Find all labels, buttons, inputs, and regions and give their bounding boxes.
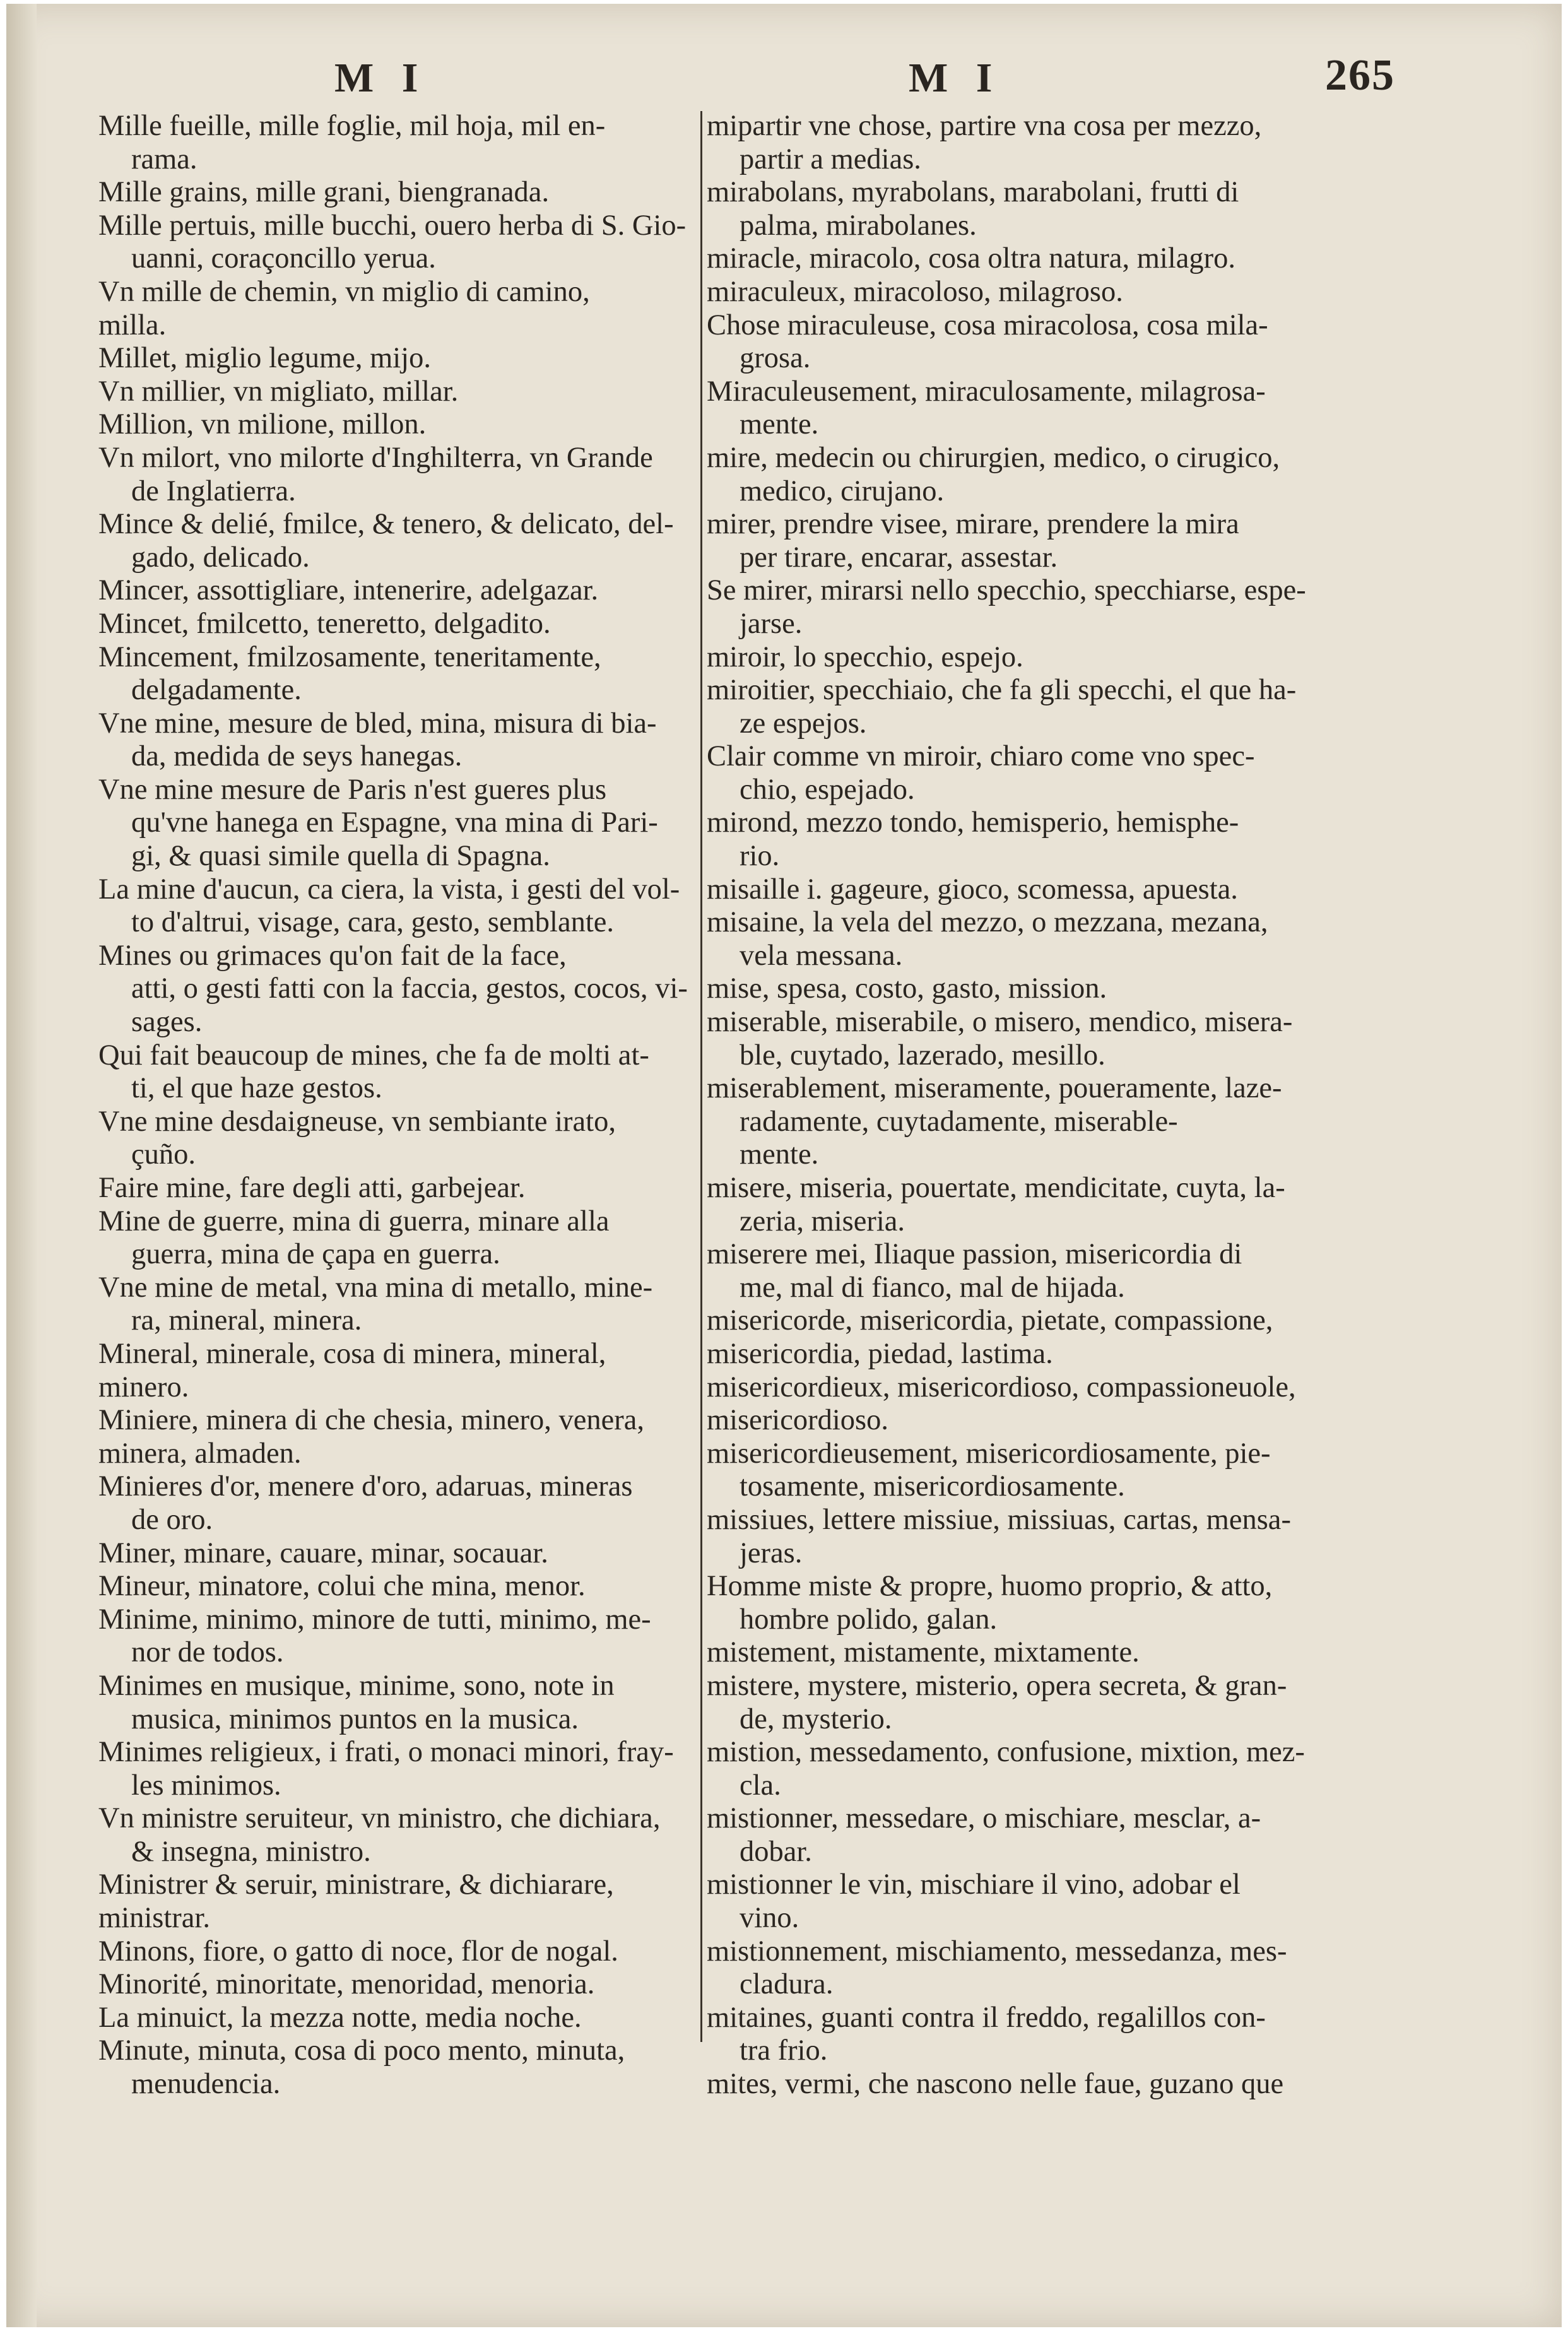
entry-line: minero. xyxy=(98,1371,189,1403)
entry-line: Minimes en musique, minime, sono, note in xyxy=(98,1669,615,1702)
entry-line: guerra, mina de çapa en guerra. xyxy=(131,1238,500,1271)
entry-line: de oro. xyxy=(131,1503,213,1536)
entry-line: minera, almaden. xyxy=(98,1437,302,1470)
entry-line: rama. xyxy=(131,143,197,175)
entry-line: per tirare, encarar, assestar. xyxy=(740,541,1058,574)
entry-line: mitaines, guanti contra il freddo, regalillos con- xyxy=(707,2001,1266,2034)
entry-line: Clair comme vn miroir, chiaro come vno spec- xyxy=(707,740,1255,773)
entry-line: de Inglatierra. xyxy=(131,475,296,507)
entry-line: vino. xyxy=(740,1902,799,1935)
entry-line: Faire mine, fare degli atti, garbejear. xyxy=(98,1172,526,1204)
page-header xyxy=(6,48,1562,105)
entry-line: Minons, fiore, o gatto di noce, flor de nogal. xyxy=(98,1935,618,1968)
entry-line: çuño. xyxy=(131,1138,196,1171)
entry-line: gado, delicado. xyxy=(131,541,310,574)
entry-line: mites, vermi, che nascono nelle faue, guzano que xyxy=(707,2068,1284,2101)
entry-line: misericordieusement, misericordiosamente, pie- xyxy=(707,1437,1271,1470)
left-column xyxy=(98,110,737,2101)
entry-line: les minimos. xyxy=(131,1769,281,1802)
entry-line: Chose miraculeuse, cosa miracolosa, cosa mila- xyxy=(707,309,1268,341)
entry-line: Mille grains, mille grani, biengranada. xyxy=(98,176,550,209)
entry-line: Minorité, minoritate, menoridad, menoria. xyxy=(98,1968,595,2001)
entry-line: mipartir vne chose, partire vna cosa per mezzo, xyxy=(707,110,1262,142)
entry-line: miraculeux, miracoloso, milagroso. xyxy=(707,275,1123,308)
entry-line: mirabolans, myrabolans, marabolani, frutti di xyxy=(707,176,1239,209)
entry-line: mistionner le vin, mischiare il vino, adobar el xyxy=(707,1868,1241,1901)
entry-line: mente. xyxy=(740,1138,819,1171)
entry-line: gi, & quasi simile quella di Spagna. xyxy=(131,840,550,873)
entry-line: miracle, miracolo, cosa oltra natura, milagro. xyxy=(707,242,1235,275)
entry-line: ble, cuytado, lazerado, mesillo. xyxy=(740,1039,1105,1071)
entry-line: mistere, mystere, misterio, opera secreta, & gran- xyxy=(707,1669,1287,1702)
entry-line: rio. xyxy=(740,840,780,873)
page-number: 265 xyxy=(1325,51,1395,100)
entry-line: vela messana. xyxy=(740,939,903,972)
entry-line: Vne mine de metal, vna mina di metallo, mine- xyxy=(98,1271,653,1304)
entry-line: mirond, mezzo tondo, hemisperio, hemisphe- xyxy=(707,806,1239,839)
entry-line: milla. xyxy=(98,309,167,341)
entry-line: delgadamente. xyxy=(131,674,302,707)
entry-line: miserablement, miseramente, poueramente, laze- xyxy=(707,1072,1282,1105)
entry-line: Miraculeusement, miraculosamente, milagrosa- xyxy=(707,375,1266,408)
entry-line: mistion, messedamento, confusione, mixtion, mez- xyxy=(707,1736,1305,1769)
entry-line: Mines ou grimaces qu'on fait de la face, xyxy=(98,939,567,972)
entry-line: Minute, minuta, cosa di poco mento, minuta, xyxy=(98,2034,625,2067)
entry-line: mire, medecin ou chirurgien, medico, o cirugico, xyxy=(707,441,1280,474)
entry-line: Minimes religieux, i frati, o monaci minori, fray- xyxy=(98,1736,674,1769)
entry-line: partir a medias. xyxy=(740,143,921,175)
entry-line: de, mysterio. xyxy=(740,1703,892,1735)
entry-line: Vn ministre seruiteur, vn ministro, che dichiara, xyxy=(98,1802,661,1835)
entry-line: Mincer, assottigliare, intenerire, adelgazar. xyxy=(98,574,599,607)
running-head-right: M I xyxy=(909,55,1001,101)
entry-line: Mince & delié, fmilce, & tenero, & delicato, del- xyxy=(98,508,674,541)
entry-line: jeras. xyxy=(740,1537,803,1569)
entry-line: sages. xyxy=(131,1006,203,1039)
entry-line: misericorde, misericordia, pietate, compassione, xyxy=(707,1304,1273,1337)
entry-line: zeria, miseria. xyxy=(740,1205,905,1237)
entry-line: Mille pertuis, mille bucchi, ouero herba di S. Gio- xyxy=(98,209,687,242)
entry-line: Million, vn milione, millon. xyxy=(98,408,427,441)
entry-line: ministrar. xyxy=(98,1902,210,1935)
entry-line: misere, miseria, pouertate, mendicitate, cuyta, la- xyxy=(707,1172,1285,1204)
entry-line: da, medida de seys hanegas. xyxy=(131,740,463,773)
entry-line: grosa. xyxy=(740,342,811,375)
entry-line: Vn milort, vno milorte d'Inghilterra, vn Grande xyxy=(98,441,653,474)
entry-line: cladura. xyxy=(740,1968,834,2001)
entry-line: & insegna, ministro. xyxy=(131,1835,371,1868)
entry-line: miroitier, specchiaio, che fa gli specchi, el que ha- xyxy=(707,674,1297,707)
column-rule xyxy=(700,111,702,2042)
entry-line: Minieres d'or, menere d'oro, adaruas, mineras xyxy=(98,1470,633,1503)
entry-line: mistionner, messedare, o mischiare, mesclar, a- xyxy=(707,1802,1261,1835)
entry-line: Mincet, fmilcetto, teneretto, delgadito. xyxy=(98,607,551,640)
entry-line: uanni, coraçoncillo yerua. xyxy=(131,242,436,275)
entry-line: atti, o gesti fatti con la faccia, gestos, cocos, vi- xyxy=(131,972,688,1005)
entry-line: dobar. xyxy=(740,1835,812,1868)
entry-line: medico, cirujano. xyxy=(740,475,945,507)
entry-line: Miner, minare, cauare, minar, socauar. xyxy=(98,1537,548,1569)
entry-line: chio, espejado. xyxy=(740,773,915,806)
page-gutter xyxy=(6,4,37,2327)
entry-line: Vn mille de chemin, vn miglio di camino, xyxy=(98,275,590,308)
entry-line: mise, spesa, costo, gasto, mission. xyxy=(707,972,1107,1005)
entry-line: mistement, mistamente, mixtamente. xyxy=(707,1636,1140,1669)
entry-line: to d'altrui, visage, cara, gesto, semblante. xyxy=(131,906,615,939)
entry-line: jarse. xyxy=(740,607,803,640)
entry-line: nor de todos. xyxy=(131,1636,284,1669)
entry-line: Mineral, minerale, cosa di minera, mineral, xyxy=(98,1337,606,1370)
entry-line: Mille fueille, mille foglie, mil hoja, mil en- xyxy=(98,110,606,142)
entry-line: La mine d'aucun, ca ciera, la vista, i gesti del vol- xyxy=(98,873,680,906)
entry-line: missiues, lettere missiue, missiuas, cartas, mensa- xyxy=(707,1503,1291,1536)
entry-line: misericordioso. xyxy=(707,1404,888,1437)
entry-line: tosamente, misericordiosamente. xyxy=(740,1470,1125,1503)
entry-line: Qui fait beaucoup de mines, che fa de molti at- xyxy=(98,1039,649,1071)
entry-line: qu'vne hanega en Espagne, vna mina di Pari- xyxy=(131,806,658,839)
entry-line: Homme miste & propre, huomo proprio, & atto, xyxy=(707,1570,1273,1603)
running-head-left: M I xyxy=(334,55,427,101)
entry-line: La minuict, la mezza notte, media noche. xyxy=(98,2001,582,2034)
entry-line: Vne mine mesure de Paris n'est gueres plus xyxy=(98,773,607,806)
entry-line: palma, mirabolanes. xyxy=(740,209,977,242)
entry-line: Mineur, minatore, colui che mina, menor. xyxy=(98,1570,586,1603)
entry-line: Mincement, fmilzosamente, teneritamente, xyxy=(98,640,601,673)
entry-line: cla. xyxy=(740,1769,781,1802)
entry-line: Vn millier, vn migliato, millar. xyxy=(98,375,459,408)
entry-line: miserere mei, Iliaque passion, misericordia di xyxy=(707,1238,1242,1271)
book-page xyxy=(6,4,1562,2327)
entry-line: Vne mine desdaigneuse, vn sembiante irato, xyxy=(98,1105,616,1138)
entry-line: tra frio. xyxy=(740,2034,828,2067)
entry-line: misaine, la vela del mezzo, o mezzana, mezana, xyxy=(707,906,1268,939)
entry-line: me, mal di fianco, mal de hijada. xyxy=(740,1271,1125,1304)
entry-line: misericordia, piedad, lastima. xyxy=(707,1337,1053,1370)
entry-line: mirer, prendre visee, mirare, prendere la mira xyxy=(707,508,1239,541)
entry-line: musica, minimos puntos en la musica. xyxy=(131,1703,579,1735)
entry-line: Ministrer & seruir, ministrare, & dichiarare, xyxy=(98,1868,614,1901)
entry-line: misaille i. gageure, gioco, scomessa, apuesta. xyxy=(707,873,1238,906)
entry-line: Minime, minimo, minore de tutti, minimo, me- xyxy=(98,1603,651,1636)
entry-line: Se mirer, mirarsi nello specchio, specchiarse, espe- xyxy=(707,574,1306,607)
entry-line: misericordieux, misericordioso, compassioneuole, xyxy=(707,1371,1296,1403)
entry-line: Miniere, minera di che chesia, minero, venera, xyxy=(98,1404,645,1437)
entry-line: ze espejos. xyxy=(740,707,867,740)
entry-line: menudencia. xyxy=(131,2068,281,2101)
entry-line: radamente, cuytadamente, miserable- xyxy=(740,1105,1178,1138)
entry-line: ra, mineral, minera. xyxy=(131,1304,362,1337)
entry-line: miserable, miserabile, o misero, mendico, misera- xyxy=(707,1006,1293,1039)
entry-line: ti, el que haze gestos. xyxy=(131,1072,382,1105)
right-column xyxy=(707,110,1345,2101)
entry-line: Vne mine, mesure de bled, mina, misura di bia- xyxy=(98,707,657,740)
entry-line: Mine de guerre, mina di guerra, minare alla xyxy=(98,1205,610,1237)
entry-line: miroir, lo specchio, espejo. xyxy=(707,640,1023,673)
entry-line: hombre polido, galan. xyxy=(740,1603,998,1636)
entry-line: mente. xyxy=(740,408,819,441)
entry-line: mistionnement, mischiamento, messedanza, mes- xyxy=(707,1935,1287,1968)
entry-line: Millet, miglio legume, mijo. xyxy=(98,342,431,375)
